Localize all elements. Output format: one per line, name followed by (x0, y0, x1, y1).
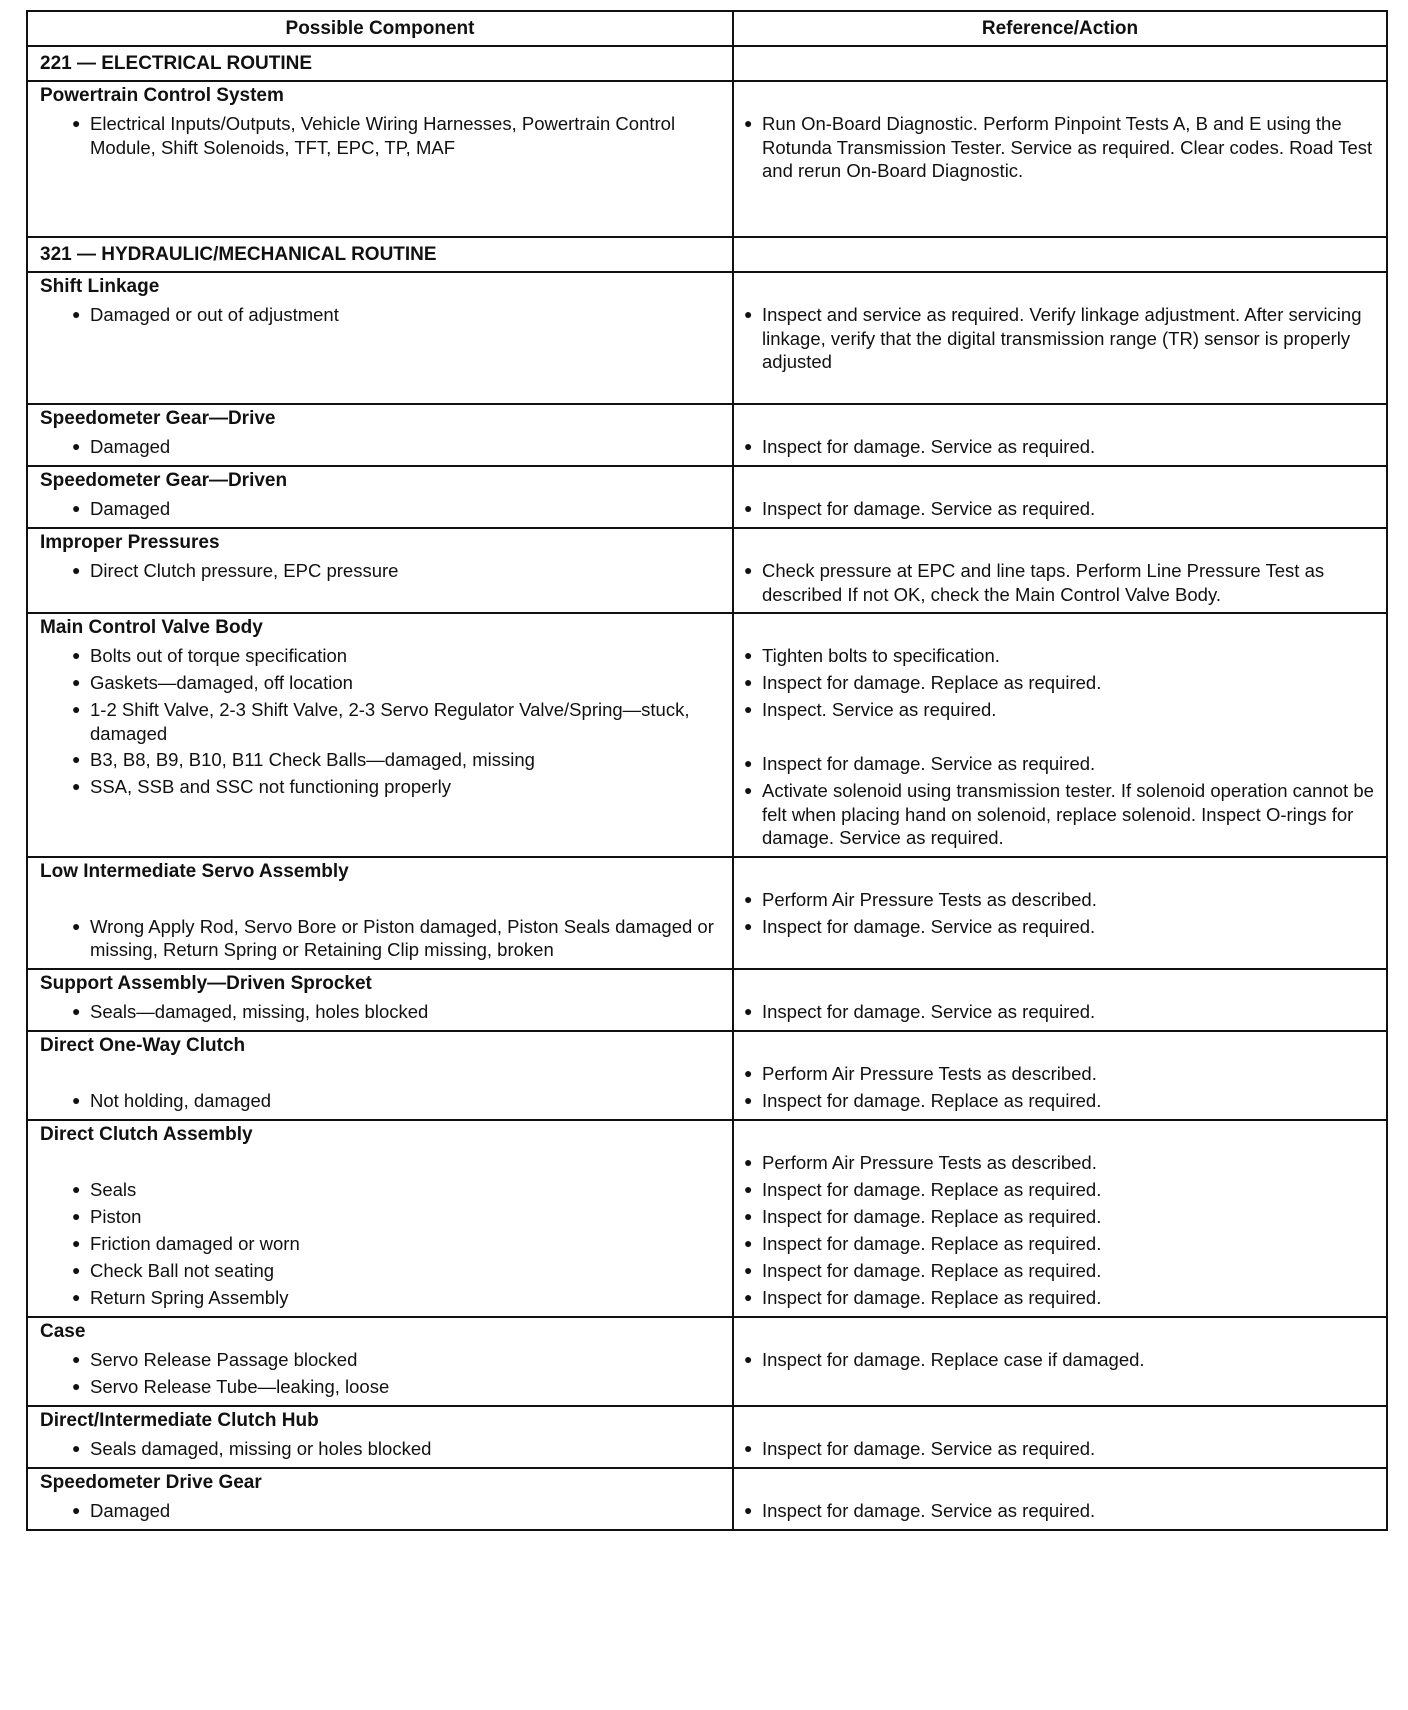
table-row (27, 969, 1387, 1031)
action-item: ● Perform Air Pressure Tests as described. (734, 885, 1386, 912)
action-item: ● Inspect for damage. Service as required. (734, 997, 1386, 1024)
action-item: ● Inspect for damage. Service as required. (734, 1434, 1386, 1461)
component-item: ● Damaged or out of adjustment (28, 300, 732, 327)
action-item: ● Run On-Board Diagnostic. Perform Pinpoint Tests A, B and E using the Rotunda Transmission Tester. Service as required. Clear codes. Road Test and rerun On-Board Diagnostic. (734, 109, 1386, 183)
action-item: ● Tighten bolts to specification. (734, 641, 1386, 668)
action-item: ● Inspect and service as required. Verify linkage adjustment. After servicing linkage, verify that the digital transmission range (TR) sensor is properly adjusted (734, 300, 1386, 374)
action-item: ● Inspect for damage. Replace as required. (734, 1086, 1386, 1113)
table-row (27, 404, 1387, 466)
action-item: ● Inspect for damage. Replace as required. (734, 1229, 1386, 1256)
action-item: ● Inspect for damage. Service as required. (734, 432, 1386, 459)
table-row (27, 857, 1387, 969)
table-row (27, 1317, 1387, 1406)
component-item: ● Not holding, damaged (28, 1086, 732, 1113)
diagnosis-table (26, 10, 1388, 1531)
component-item: ● Seals damaged, missing or holes blocked (28, 1434, 732, 1461)
table-row (27, 528, 1387, 613)
component-item: ● 1-2 Shift Valve, 2-3 Shift Valve, 2-3 Servo Regulator Valve/Spring—stuck, damaged (28, 695, 732, 745)
table-row (27, 1031, 1387, 1120)
action-item: ● Inspect for damage. Replace as required. (734, 1202, 1386, 1229)
row-title: Main Control Valve Body (40, 617, 263, 638)
table-header-row (27, 11, 1387, 46)
action-item: ● Inspect. Service as required. (734, 695, 1386, 749)
diagnosis-table-sheet (26, 10, 1386, 1531)
action-item: ● Inspect for damage. Replace as required. (734, 1256, 1386, 1283)
component-item: ● Piston (28, 1202, 732, 1229)
row-title: Speedometer Drive Gear (40, 1471, 262, 1493)
component-item: ● Damaged (28, 494, 732, 521)
component-item: ● Bolts out of torque specification (28, 641, 732, 668)
row-title: Powertrain Control System (40, 85, 284, 106)
table-row (27, 1406, 1387, 1468)
action-item: ● Inspect for damage. Replace as required. (734, 668, 1386, 695)
component-item: ● Wrong Apply Rod, Servo Bore or Piston damaged, Piston Seals damaged or missing, Return Spring or Retaining Clip missing, broken (28, 912, 732, 962)
row-title: Speedometer Gear—Driven (40, 470, 288, 491)
component-item: ● Direct Clutch pressure, EPC pressure (28, 556, 732, 583)
component-item: ● Servo Release Tube—leaking, loose (28, 1372, 732, 1399)
component-item: ● Servo Release Passage blocked (28, 1345, 732, 1372)
row-title: Direct Clutch Assembly (40, 1123, 253, 1145)
table-row (27, 613, 1387, 857)
action-item: ● Check pressure at EPC and line taps. Perform Line Pressure Test as described If not OK, check the Main Control Valve Body. (734, 556, 1386, 606)
table-row (27, 466, 1387, 528)
action-item: ● Inspect for damage. Service as required. (734, 1496, 1386, 1523)
action-item: ● Perform Air Pressure Tests as described. (734, 1148, 1386, 1175)
routine-row-hydraulic (27, 237, 1387, 272)
routine-row-electrical (27, 46, 1387, 81)
component-item: ● Seals—damaged, missing, holes blocked (28, 997, 732, 1024)
row-title: Improper Pressures (40, 532, 220, 553)
action-item: ● Perform Air Pressure Tests as described. (734, 1059, 1386, 1086)
action-item: ● Inspect for damage. Service as required. (734, 749, 1386, 776)
action-item: ● Inspect for damage. Service as required. (734, 494, 1386, 521)
column-header-component: Possible Component (27, 11, 733, 46)
row-title: Case (40, 1320, 86, 1342)
row-title: Direct/Intermediate Clutch Hub (40, 1409, 319, 1431)
action-item: ● Activate solenoid using transmission tester. If solenoid operation cannot be felt when placing hand on solenoid, replace solenoid. Inspect O-rings for damage. Service as required. (734, 776, 1386, 850)
routine-label-electrical: 221 — ELECTRICAL ROUTINE (27, 46, 733, 81)
row-title: Direct One-Way Clutch (40, 1034, 246, 1056)
table-row (27, 1468, 1387, 1530)
routine-label-hydraulic: 321 — HYDRAULIC/MECHANICAL ROUTINE (27, 237, 733, 272)
component-item: ● Damaged (28, 1496, 732, 1523)
component-item: ● Damaged (28, 432, 732, 459)
action-item: ● Inspect for damage. Replace as required. (734, 1175, 1386, 1202)
component-item: ● SSA, SSB and SSC not functioning properly (28, 772, 732, 799)
action-item: ● Inspect for damage. Replace as required. (734, 1283, 1386, 1310)
table-row (27, 1120, 1387, 1317)
component-item: ● Return Spring Assembly (28, 1283, 732, 1310)
row-title: Support Assembly—Driven Sprocket (40, 972, 372, 994)
column-header-action: Reference/Action (733, 11, 1387, 46)
component-item: ● Seals (28, 1175, 732, 1202)
component-item: ● Gaskets—damaged, off location (28, 668, 732, 695)
action-item: ● Inspect for damage. Service as required. (734, 912, 1386, 939)
table-row (27, 81, 1387, 237)
row-title: Speedometer Gear—Drive (40, 408, 276, 429)
component-item: ● Friction damaged or worn (28, 1229, 732, 1256)
row-title: Shift Linkage (40, 276, 160, 297)
row-title: Low Intermediate Servo Assembly (40, 860, 349, 882)
component-item: ● Electrical Inputs/Outputs, Vehicle Wiring Harnesses, Powertrain Control Module, Shift Solenoids, TFT, EPC, TP, MAF (28, 109, 732, 159)
action-item: ● Inspect for damage. Replace case if damaged. (734, 1345, 1386, 1372)
component-item: ● B3, B8, B9, B10, B11 Check Balls—damaged, missing (28, 745, 732, 772)
table-row (27, 272, 1387, 404)
component-item: ● Check Ball not seating (28, 1256, 732, 1283)
